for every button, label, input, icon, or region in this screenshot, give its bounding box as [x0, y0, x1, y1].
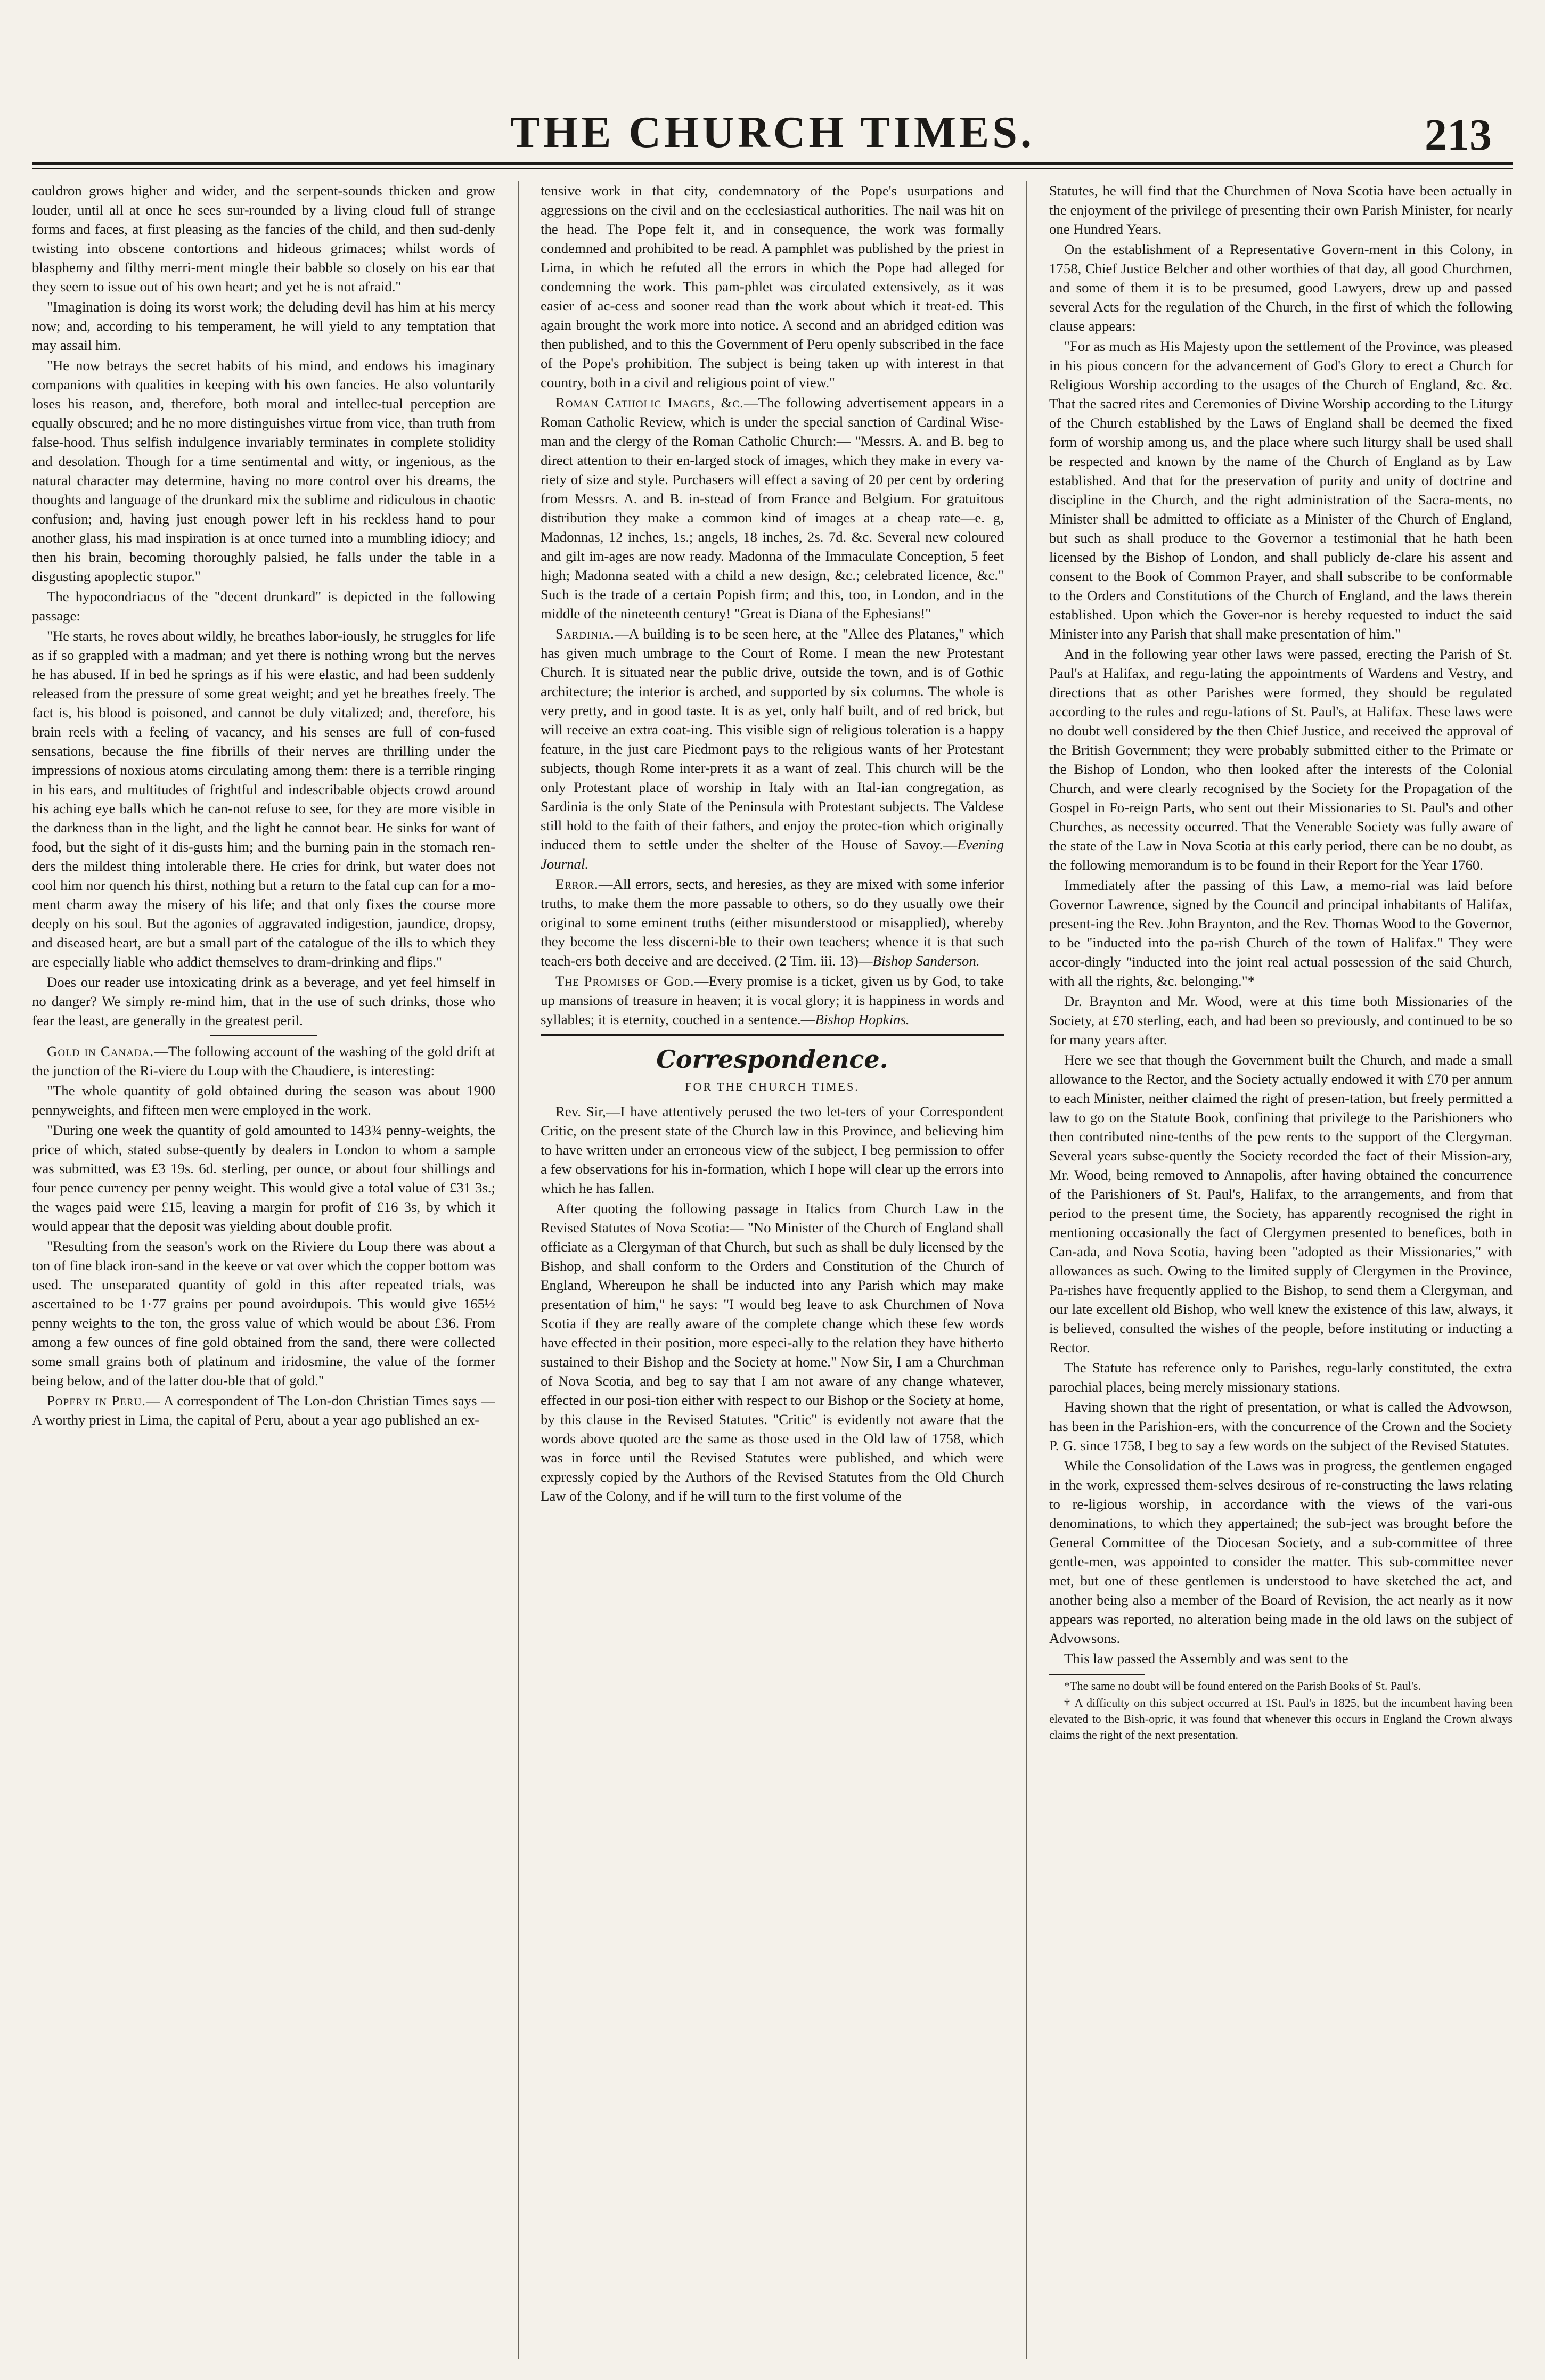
section-heading: Roman Catholic Images, &c.: [555, 395, 744, 411]
paragraph-text: —The following advertisement appears in a Roman Catholic Review, which is under the special sanction of Cardinal Wise-man and the clergy of the Roman Catholic Church:— "Messrs. A. and B. beg to direct attention to their en-larged stock of images, which they make in every va-riety of size and style. Purchasers will effect a saving of 20 per cent by ordering from Messrs. A. and B. in-stead of from France and Belgium. For gratuitous distribution they make a common kind of images at a cheap rate—e. g, Madonnas, 12 inches, 1s.; angels, 18 inches, 2s. 7d. &c. Several new coloured and gilt im-ages are now ready. Madonna of the Immaculate Conception, 5 feet high; Madonna seated with a child a new design, &c.; celebrated licence, &c." Such is the trade of a certain Popish firm; and this, too, in London, and in the middle of the nineteenth century! "Great is Diana of the Ephesians!": [541, 395, 1004, 621]
masthead: [21, 0, 1524, 160]
paragraph: Having shown that the right of presentation, or what is called the Advowson, has been in the Parishion-ers, with the concurrence of the Crown and the Society P. G. since 1758, I beg to say a few words on the subject of the Revised Statutes.: [1049, 1399, 1513, 1453]
paragraph: cauldron grows higher and wider, and the serpent-sounds thicken and grow louder, until all at once he sees sur-rounded by a living cloud full of strange forms and faces, at first pleasing as the fancies of the child, and then sud-denly twisting into obscene contortions and hideous grimaces; whilst words of blasphemy and filthy merri-ment mingle their babble so closely on his ear that they seem to issue out of his own heart; and yet he is not afraid.": [32, 183, 495, 295]
footnote: † A difficulty on this subject occurred at 1St. Paul's in 1825, but the incumbent having been elevated to the Bish-opric, it was found that whenever this occurs in England the Crown always claims the right of the next presentation.: [1049, 1696, 1513, 1741]
section-heading: The Promises of God.: [555, 973, 694, 989]
paragraph: Dr. Braynton and Mr. Wood, were at this time both Missionaries of the Society, at £70 sterling, each, and had been so previously, and continued to be so for many years after.: [1049, 993, 1513, 1048]
paragraph-text: — A correspondent of The Lon-don Christian Times says — A worthy priest in Lima, the capital of Peru, about a year ago published an ex-: [32, 1393, 495, 1428]
correspondence-heading: Correspondence.: [656, 1045, 888, 1074]
column-2: [541, 181, 1004, 2359]
paragraph-text: —A building is to be seen here, at the "Allee des Platanes," which has given much umbrage to the Court of Rome. I mean the new Protestant Church. It is situated near the public drive, outside the town, and is of Gothic architecture; the interior is arched, and supported by six columns. The whole is very pretty, and in good taste. It is as yet, only half built, and of red brick, but will receive an extra coat-ing. This visible sign of religious toleration is a happy feature, in the just care Piedmont pays to the religious wants of her Protestant subjects, though Rome inter-prets it as a want of zeal. This church will be the only Protestant place of worship in Italy with an Ital-ian congregation, as Sardinia is the only State of the Peninsula with Protestant subjects. The Valdese still hold to the faith of their fathers, and enjoy the protec-tion which originally induced them to settle under the shelter of the House of Savoy.—: [541, 626, 1004, 853]
paragraph: Does our reader use intoxicating drink as a beverage, and yet feel himself in no danger? We simply re-mind him, that in the use of such drinks, those who fear the least, are generally in the greatest peril.: [32, 974, 495, 1028]
paragraph-promises: [541, 971, 1004, 1029]
paragraph: tensive work in that city, condemnatory of the Pope's usurpations and aggressions on the civil and on the ecclesiastical authorities. The nail was hit on the head. The Pope felt it, and in consequence, the work was formally condemned and prohibited to be read. A pamphlet was published by the priest in Lima, in which he refuted all the errors in which the Pope had alleged for condemning the work. This pam-phlet was circulated extensively, as it was easier of ac-cess and sooner read than the work about which it treat-ed. This again brought the work more into notice. A second and an abridged edition was then published, and to this the Government of Peru openly subscribed in the face of the Pope's prohibition. The subject is being taken up with interest in that country, both in a civil and religious point of view.": [541, 183, 1004, 390]
paragraph: This law passed the Assembly and was sent to the: [1064, 1650, 1348, 1666]
paragraph-sardinia: [541, 624, 1004, 873]
paragraph: Immediately after the passing of this Law, a memo-rial was laid before Governor Lawrence, signed by the Council and principal inhabitants of Halifax, present-ing the Rev. John Braynton, and the Rev. Thomas Wood to the Governor, to be "inducted into the pa-rish Church of the town of Halifax." They were accor-dingly "inducted into the joint real actual possession of the said Church, with all the rights, &c. belonging."*: [1049, 877, 1513, 989]
column-1: [32, 181, 495, 2359]
paragraph: "During one week the quantity of gold amounted to 143¾ penny-weights, the price of which, stated subse-quently by dealers in London to whom a sample was submitted, was £3 19s. 6d. sterling, per ounce, or about four shillings and four pence currency per penny weight. This would give a total value of £31 3s.; the wages paid were £15, leaving a margin for profit of £16 3s, by which it would appear that the deposit was yielding about double profit.: [32, 1122, 495, 1234]
paragraph-text: —The following account of the washing of the gold drift at the junction of the Ri-viere du Loup with the Chaudiere, is interesting:: [32, 1043, 495, 1078]
paragraph: "He starts, he roves about wildly, he breathes labor-iously, he struggles for life as if so grappled with a madman; and yet there is nothing wrong but the nerves he has abused. If in bed he springs as if his were elastic, and had been suddenly released from the pressure of some great weight; and yet he breathes freely. The fact is, his blood is poisoned, and cannot be duly vitalized; and, therefore, his brain reels with a feeling of vacancy, and his senses are full of con-fused sensations, because the fine fibrills of their nerves are thrilling under the impressions of noxious atoms circulating among them: there is a terrible ringing in his ears, and multitudes of frightful and indescribable objects crowd around his aching eye balls which he can-not refuse to see, for they are more visible in the darkness than in the light, and the light he cannot bear. He sinks for want of food, but the sight of it dis-gusts him; and the burning pain in the stomach ren-ders the mildest thing intolerable there. He cries for drink, but water does not cool him nor quench his thirst, nothing but a return to the fatal cup can for a mo-ment charm away the misery of his life; and that only fixes the course more deeply on his soul. But the agonies of aggravated indigestion, jaundice, dropsy, and diseased heart, are but a small part of the catalogue of the ills to which they are especially liable who addict themselves to dram-drinking and flips.": [32, 628, 495, 970]
source-credit: Bishop Hopkins.: [815, 1011, 910, 1027]
column-divider: [1026, 181, 1027, 2359]
source-credit: Bishop Sanderson.: [872, 953, 980, 969]
paragraph-catholic-images: [541, 393, 1004, 623]
section-heading: Sardinia.: [555, 626, 615, 642]
paragraph: "Imagination is doing its worst work; the deluding devil has him at his mercy now; and, according to his temperament, he will yield to any temptation that may assail him.: [32, 299, 495, 353]
section-heading: Error.: [555, 876, 599, 892]
section-rule: [541, 1034, 1004, 1036]
masthead-rule-thin: [32, 168, 1513, 169]
paragraph-quote: "For as much as His Majesty upon the settlement of the Province, was pleased in his pious concern for the advancement of God's Glory to erect a Church for Religious Worship according to the usages of the Church of England, &c. &c. That the sacred rites and Ceremonies of Divine Worship according to the Liturgy of the Church established by the Laws of England shall be deemed the fixed form of worship among us, and the place where such liturgy shall be used shall be respected and known by the name of the Church of England as by Law established. And that for the preservation of purity and unity of doctrine and discipline in the Church, and the right administration of the Sacra-ments, no Minister shall be admitted to officiate as a Minister of the Church of England, but such as shall produce to the Governor a testimonial that he hath been licensed by the Bishop of London, and shall publicly de-clare his assent and consent to the Book of Common Prayer, and shall subscribe to be conformable to the Orders and Constitutions of the Church of England, and the laws therein established. Upon which the Gover-nor is hereby requested to induct the said Minister into any Parish that shall make presentation of him.": [1049, 338, 1513, 642]
paragraph: Here we see that though the Government built the Church, and made a small allowance to the Rector, and the Society actually endowed it with £70 per annum to each Minister, neither claimed the right of presen-tation, but freely permitted a law to go on the Statute Book, confining that privilege to the Parishioners who then contributed nine-tenths of the pew rents to the support of the Clergyman. Several years subse-quently the Society recorded the fact of their Mission-ary, Mr. Wood, being removed to Annapolis, after having obtained the concurrence of the Parishioners of St. Paul's, Halifax, to the arrangements, and from that period to the present time, the Society, has apparently recognised the right in mentioning occasionally the fact of Clergymen presented to benefices, both in Can-ada, and Nova Scotia, having been "adopted as their Missionaries," with allowances as such. Owing to the limited supply of Clergymen in the Province, Pa-rishes have frequently applied to the Bishop, to send them a Clergyman, and our late excellent old Bishop, who well knew the existence of this law, always, it is believed, consulted the wishes of the people, before instituting or inducting a Rector.: [1049, 1052, 1513, 1355]
section-heading: Gold in Canada.: [47, 1043, 154, 1059]
paragraph-error: [541, 874, 1004, 970]
paragraph: "Resulting from the season's work on the Riviere du Loup there was about a ton of fine black iron-sand in the keeve or vat over which the copper bottom was used. The unseparated quantity of gold in this after repeated trials, was ascertained to be 1·77 grains per pound avoirdupois. This would give 165½ penny weights to the ton, the gross value of which would be about £36. From among a few ounces of fine gold obtained from the sand, there were collected some small grains both of platinum and iridosmine, the value of the former being below, and of the latter dou-ble that of gold.": [32, 1238, 495, 1388]
paragraph-gold-in-canada: [32, 1042, 495, 1080]
newspaper-title: THE CHURCH TIMES.: [510, 108, 1035, 157]
paragraph-popery-in-peru: [32, 1391, 495, 1429]
footnote-rule: [1049, 1674, 1145, 1675]
column-3: [1049, 181, 1513, 2359]
paragraph: The hypocondriacus of the "decent drunkard" is depicted in the following passage:: [32, 588, 495, 624]
article-columns: [32, 181, 1513, 2359]
paragraph: And in the following year other laws were passed, erecting the Parish of St. Paul's at Halifax, and regu-lating the appointments of Wardens and Vestry, and directions that as other Parishes were formed, they should be regulated according to the rules and regu-lations of St. Paul's, at Halifax. These laws were no doubt well considered by the then Chief Justice, and received the approval of the British Government; they were probably submitted either to the Primate or the Bishop of London, who then looked after the interests of the Colonial Church, and were clearly recognised by the Society for the Propagation of the Gospel in Fo-reign Parts, who sent out their Missionaries to St. Paul's and other Churches, as necessity occurred. That the Venerable Society was fully aware of the state of the Law in Nova Scotia at this early period, there can be no doubt, as the following memorandum is to be found in their Report for the Year 1760.: [1049, 646, 1513, 873]
paragraph: The Statute has reference only to Parishes, regu-larly constituted, the extra parochial places, being merely missionary stations.: [1049, 1360, 1513, 1395]
paragraph-text: —All errors, sects, and heresies, as they are mixed with some inferior truths, to make them the more passable to others, so do they usually owe their original to some eminent truths (either misunderstood or misapplied), whereby they become the less discerni-ble to their own teachers; whence it is that such teach-ers both deceive and are deceived. (2 Tim. iii. 13)—: [541, 876, 1004, 969]
paragraph: "He now betrays the secret habits of his mind, and endows his imaginary companions with qualities in keeping with his own fancies. He also voluntarily loses his reason, and, therefore, both moral and intellec-tual perception are equally obscured; and he no more distinguishes virtue from vice, than truth from false-hood. Thus selfish indulgence invariably terminates in complete stolidity and desolation. Though for a time sentimental and witty, or ingenious, as the natural character may determine, having no more control over his dreams, the thoughts and language of the drunkard mix the sublime and ridiculous in chaotic confusion; and, having just enough power left in his reckless hand to pour another glass, his mad inspiration is at once turned into a mumbling idiocy; and then his brain, becoming thoroughly palsied, he falls under the table in a disgusting apoplectic stupor.": [32, 357, 495, 584]
correspondence-subheading: FOR THE CHURCH TIMES.: [685, 1080, 860, 1093]
paragraph: On the establishment of a Representative Govern-ment in this Colony, in 1758, Chief Justice Belcher and other worthies of that day, all good Churchmen, and some of them it is to be presumed, good Lawyers, drew up and passed several Acts for the regulation of the Church, in the first of which the following clause appears:: [1049, 241, 1513, 334]
section-heading: Popery in Peru.: [47, 1393, 146, 1409]
paragraph: "The whole quantity of gold obtained during the season was about 1900 pennyweights, and fifteen men were employed in the work.: [32, 1083, 495, 1118]
source-credit: Evening Journal.: [541, 837, 1004, 872]
section-divider: [210, 1035, 317, 1036]
footnote: *The same no doubt will be found entered on the Parish Books of St. Paul's.: [1064, 1679, 1421, 1692]
paragraph: Statutes, he will find that the Churchmen of Nova Scotia have been actually in the enjoyment of the privilege of presenting their own Parish Minister, for nearly one Hundred Years.: [1049, 183, 1513, 237]
paragraph: Rev. Sir,—I have attentively perused the two let-ters of your Correspondent Critic, on the present state of the Church law in this Province, and believing him to have written under an erroneous view of the subject, I beg permission to offer a few observations for his in-formation, which I hope will clear up the errors into which he has fallen.: [541, 1103, 1004, 1196]
paragraph-text: —Every promise is a ticket, given us by God, to take up mansions of treasure in heaven; it is vocal glory; it is happiness in words and syllables; it is eternity, couched in a sentence.—: [541, 973, 1004, 1027]
column-divider: [518, 181, 519, 2359]
page-number: 213: [1425, 110, 1492, 160]
paragraph: After quoting the following passage in Italics from Church Law in the Revised Statutes of Nova Scotia:— "No Minister of the Church of England shall officiate as a Clergyman of that Church, but such as shall be duly licensed by the Bishop, and shall conform to the Orders and Constitution of the Church of England, Whereupon he shall be inducted into any Parish which may make presentation of him," he says: "I would beg leave to ask Churchmen of Nova Scotia if they are really aware of the complete change which these few words have effected in their position, more especi-ally to the relation they have hitherto sustained to their Bishop and the Society at home." Now Sir, I am a Churchman of Nova Scotia, and beg to say that I am not aware of any change whatever, effected in our posi-tion either with respect to our Bishop or the Society at home, by this clause in the Revised Statutes. "Critic" is evidently not aware that the words above quoted are the same as those used in the Old law of 1758, which was in force until the Revised Statutes were published, and which were expressly copied by the Authors of the Revised Statutes from the Old Church Law of the Colony, and if he will turn to the first volume of the: [541, 1200, 1004, 1504]
paragraph: While the Consolidation of the Laws was in progress, the gentlemen engaged in the work, expressed them-selves desirous of re-constructing the laws relating to re-ligious worship, in accordance with the views of the vari-ous denominations, to which they appertained; the sub-ject was brought before the General Committee of the Diocesan Society, and a sub-committee of three gentle-men, was appointed to consider the matter. This sub-committee never met, but one of these gentlemen is understood to have sketched the act, and another being also a member of the Board of Revision, the act nearly as it now appears was reported, no alteration being made in the old laws on the subject of Advowsons.: [1049, 1458, 1513, 1646]
masthead-rule: [32, 162, 1513, 165]
